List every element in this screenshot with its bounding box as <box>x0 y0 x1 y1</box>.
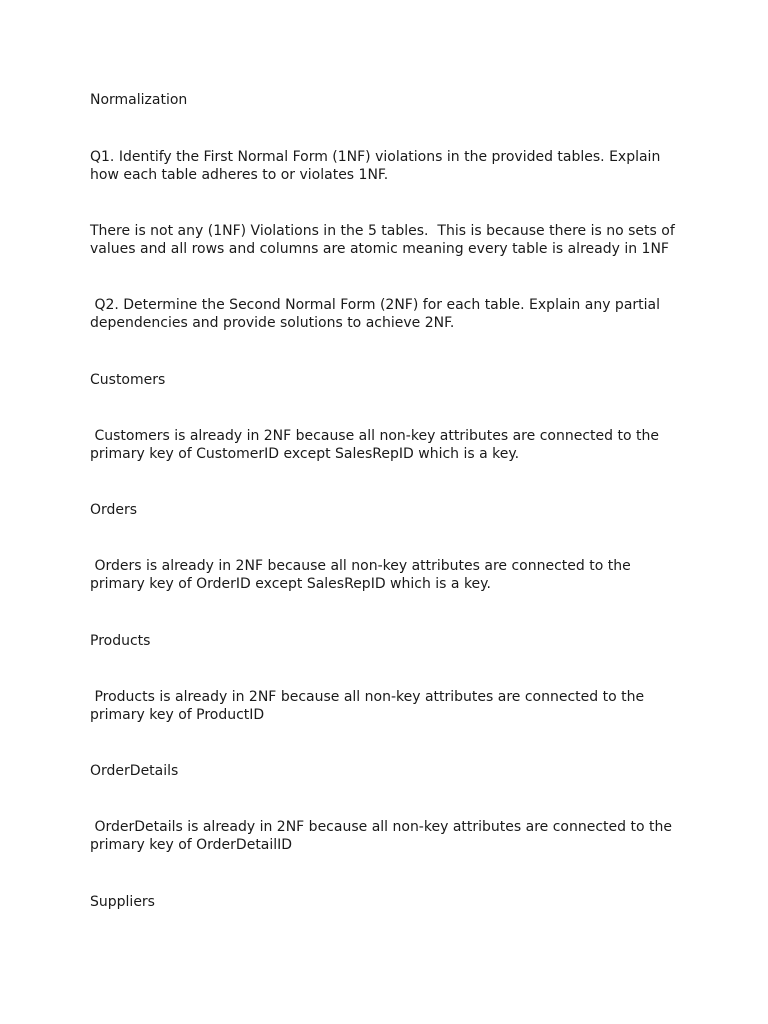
q1-question: Q1. Identify the First Normal Form (1NF) violations in the provided tables. Explain how each table adheres to or violates 1NF. <box>90 149 665 183</box>
q2-question: Q2. Determine the Second Normal Form (2NF) for each table. Explain any partial dependencies and provide solutions to achieve 2NF. <box>90 297 665 331</box>
orderdetails-answer: OrderDetails is already in 2NF because all non-key attributes are connected to the primary key of OrderDetailID <box>90 819 677 853</box>
customers-answer: Customers is already in 2NF because all non-key attributes are connected to the primary key of CustomerID except SalesRepID which is a key. <box>90 428 664 462</box>
table-heading-orders: Orders <box>90 502 138 518</box>
table-heading-orderdetails: OrderDetails <box>90 763 179 779</box>
q1-answer: There is not any (1NF) Violations in the 5 tables. This is because there is no sets of values and all rows and columns are atomic meaning every table is already in 1NF <box>90 223 680 257</box>
document-title: Normalization <box>90 92 188 108</box>
products-answer: Products is already in 2NF because all non-key attributes are connected to the primary key of ProductID <box>90 689 649 723</box>
table-heading-suppliers: Suppliers <box>90 894 155 910</box>
table-heading-products: Products <box>90 633 151 649</box>
table-heading-customers: Customers <box>90 372 166 388</box>
orders-answer: Orders is already in 2NF because all non-key attributes are connected to the primary key of OrderID except SalesRepID which is a key. <box>90 558 636 592</box>
